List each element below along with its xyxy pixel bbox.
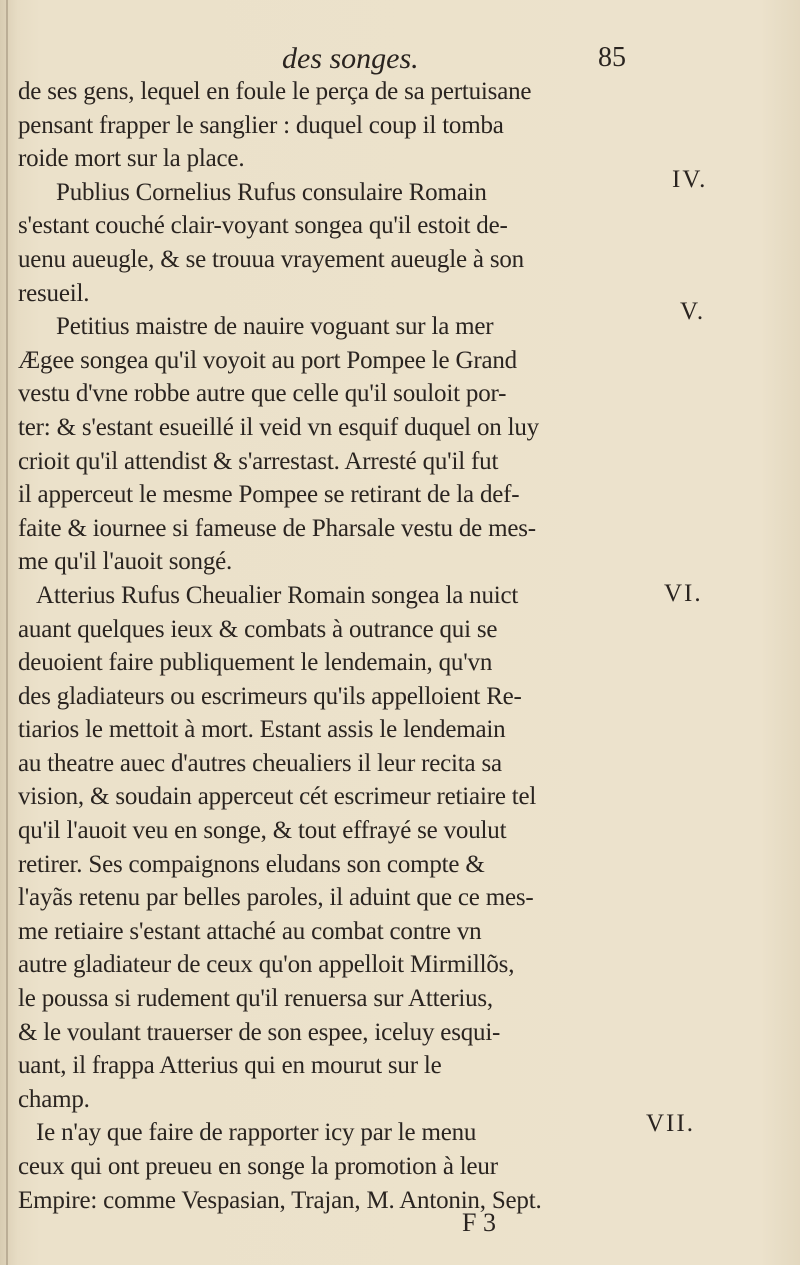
text-line: me retiaire s'estant attaché au combat contre vn — [18, 917, 482, 945]
body-text — [18, 75, 638, 1217]
text-line: Ægee songea qu'il voyoit au port Pompee le Grand — [18, 346, 517, 374]
text-line: Empire: comme Vespasian, Trajan, M. Antonin, Sept. — [18, 1186, 542, 1214]
text-line: roide mort sur la place. — [18, 145, 245, 173]
text-line: resueil. — [18, 279, 90, 307]
text-line: champ. — [18, 1085, 90, 1113]
margin-numeral: IV. — [672, 166, 708, 193]
text-line: l'ayãs retenu par belles paroles, il aduint que ce mes- — [18, 884, 534, 912]
text-line: qu'il l'auoit veu en songe, & tout effrayé se voulut — [18, 817, 507, 845]
text-line: vision, & soudain apperceut cét escrimeur retiaire tel — [18, 783, 537, 811]
margin-numeral: VII. — [646, 1110, 695, 1137]
text-line: Ie n'ay que faire de rapporter icy par le menu — [36, 1119, 477, 1147]
page-number: 85 — [598, 42, 626, 73]
text-line: Atterius Rufus Cheualier Romain songea la nuict — [36, 581, 519, 609]
text-line: il apperceut le mesme Pompee se retirant de la def- — [18, 481, 520, 509]
text-line: le poussa si rudement qu'il renuersa sur Atterius, — [18, 985, 493, 1013]
signature-mark: F 3 — [462, 1208, 496, 1237]
text-line: uant, il frappa Atterius qui en mourut sur le — [18, 1052, 442, 1080]
text-line: tiarios le mettoit à mort. Estant assis le lendemain — [18, 716, 506, 744]
text-line: s'estant couché clair-voyant songea qu'il estoit de- — [18, 212, 508, 240]
text-line: ceux qui ont preueu en songe la promotion à leur — [18, 1153, 498, 1180]
text-line: crioit qu'il attendist & s'arrestast. Arresté qu'il fut — [18, 447, 499, 475]
text-line: faite & iournee si fameuse de Pharsale vestu de mes- — [18, 514, 536, 542]
text-line: & le voulant trauerser de son espee, iceluy esqui- — [18, 1018, 501, 1046]
text-line: des gladiateurs ou escrimeurs qu'ils appelloient Re- — [18, 682, 522, 710]
text-line: me qu'il l'auoit songé. — [18, 548, 233, 576]
text-line: au theatre auec d'autres cheualiers il leur recita sa — [18, 749, 502, 777]
text-line: autre gladiateur de ceux qu'on appelloit Mirmillõs, — [18, 951, 515, 979]
binding-gutter — [6, 0, 8, 1265]
text-line: Publius Cornelius Rufus consulaire Romain — [56, 178, 487, 206]
text-line: deuoient faire publiquement le lendemain, qu'vn — [18, 649, 493, 677]
text-line: vestu d'vne robbe autre que celle qu'il souloit por- — [18, 380, 507, 408]
text-line: pensant frapper le sanglier : duquel coup il tomba — [18, 111, 504, 139]
text-line: ter: & s'estant esueillé il veid vn esquif duquel on luy — [18, 413, 539, 441]
text-line: retirer. Ses compaignons eludans son compte & — [18, 850, 485, 878]
margin-numeral: V. — [680, 298, 706, 325]
text-line: Petitius maistre de nauire voguant sur la mer — [56, 313, 494, 341]
margin-numeral: VI. — [664, 580, 703, 607]
text-line: auant quelques ieux & combats à outrance qui se — [18, 615, 498, 643]
running-title: des songes. — [282, 42, 419, 75]
text-line: uenu aueugle, & se trouua vrayement aueugle à son — [18, 245, 524, 273]
text-line: de ses gens, lequel en foule le perça de sa pertuisane — [18, 78, 532, 105]
